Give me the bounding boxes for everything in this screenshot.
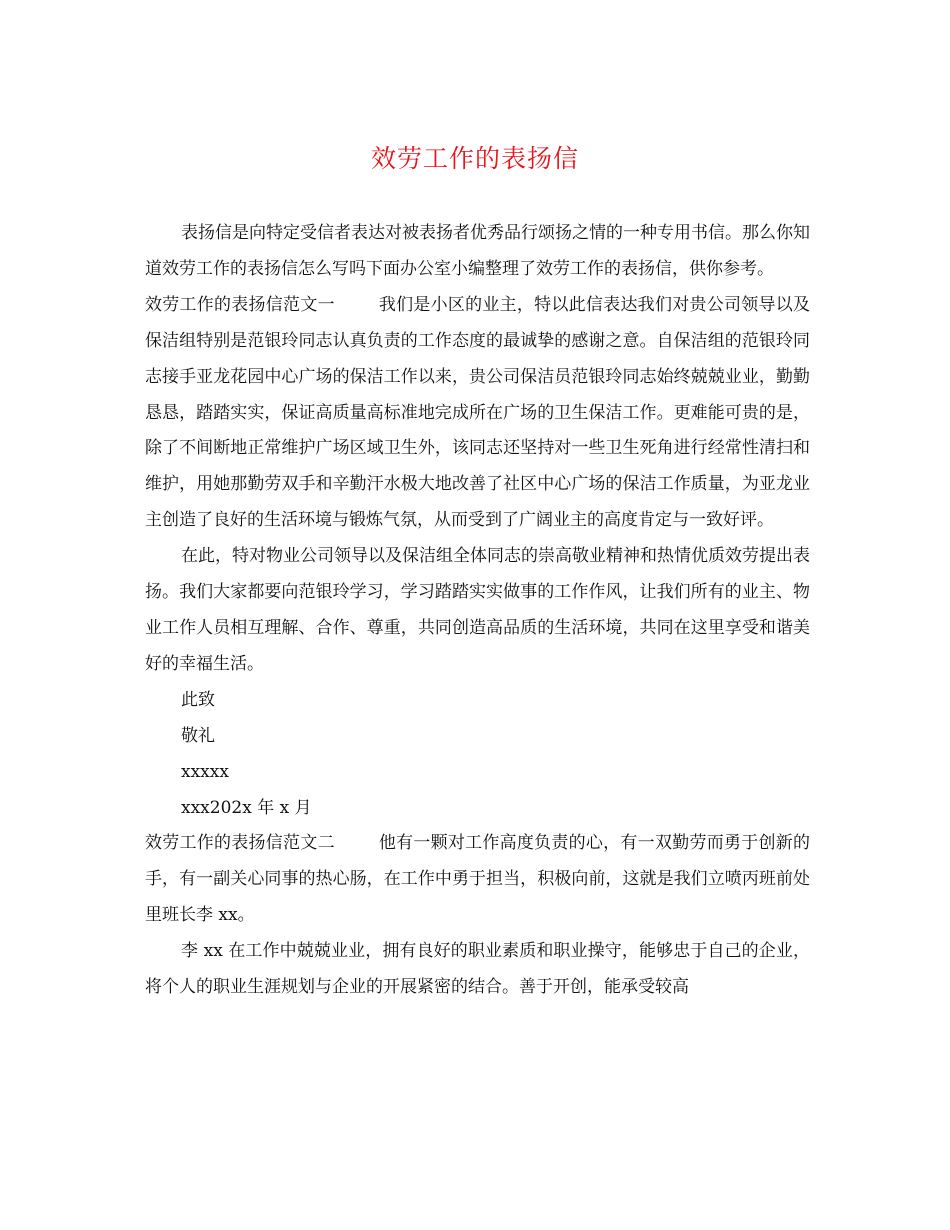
document-title: 效劳工作的表扬信 bbox=[370, 144, 579, 173]
date-line: xxx202x 年 x 月 bbox=[181, 797, 312, 818]
intro-paragraph: 表扬信是向特定受信者表达对被表扬者优秀品行颂扬之情的一种专用书信。那么你知道效劳工作的表扬信怎么写吗下面办公室小编整理了效劳工作的表扬信，供你参考。 bbox=[145, 223, 810, 279]
closing-regards: 敬礼 bbox=[181, 725, 215, 746]
sample2-heading: 效劳工作的表扬信范文二 bbox=[145, 833, 335, 854]
document-body bbox=[145, 216, 810, 1006]
sample1-first-paragraph bbox=[145, 288, 810, 539]
sample1-heading: 效劳工作的表扬信范文一 bbox=[145, 294, 335, 315]
sample2-paragraph1: 他有一颗对工作高度负责的心，有一双勤劳而勇于创新的手，有一副关心同事的热心肠，在工作中勇于担当，积极向前，这就是我们立喷丙班前处里班长李 xx。 bbox=[145, 833, 810, 926]
sample2-first-paragraph bbox=[145, 826, 810, 934]
sample1-paragraph2: 在此，特对物业公司领导以及保洁组全体同志的崇高敬业精神和热情优质效劳提出表扬。我们大家都要向范银玲学习，学习踏踏实实做事的工作作风，让我们所有的业主、物业工作人员相互理解、合作、尊重，共同创造高品质的生活环境，共同在这里享受和谐美好的幸福生活。 bbox=[145, 546, 810, 674]
sample2-paragraph2: 李 xx 在工作中兢兢业业，拥有良好的职业素质和职业操守，能够忠于自己的企业，将个人的职业生涯规划与企业的开展紧密的结合。善于开创，能承受较高 bbox=[145, 941, 810, 998]
sample1-paragraph1: 我们是小区的业主，特以此信表达我们对贵公司领导以及保洁组特别是范银玲同志认真负责的工作态度的最诚挚的感谢之意。自保洁组的范银玲同志接手亚龙花园中心广场的保洁工作以来，贵公司保洁员范银玲同志始终兢兢业业，勤勤恳恳，踏踏实实，保证高质量高标准地完成所在广场的卫生保洁工作。更难能可贵的是，除了不间断地正常维护广场区域卫生外，该同志还坚持对一些卫生死角进行经常性清扫和维护，用她那勤劳双手和辛勤汗水极大地改善了社区中心广场的保洁工作质量，为亚龙业主创造了良好的生活环境与锻炼气氛，从而受到了广阔业主的高度肯定与一致好评。 bbox=[145, 294, 810, 531]
closing-salutation: 此致 bbox=[181, 689, 215, 710]
signature: xxxxx bbox=[181, 761, 229, 782]
